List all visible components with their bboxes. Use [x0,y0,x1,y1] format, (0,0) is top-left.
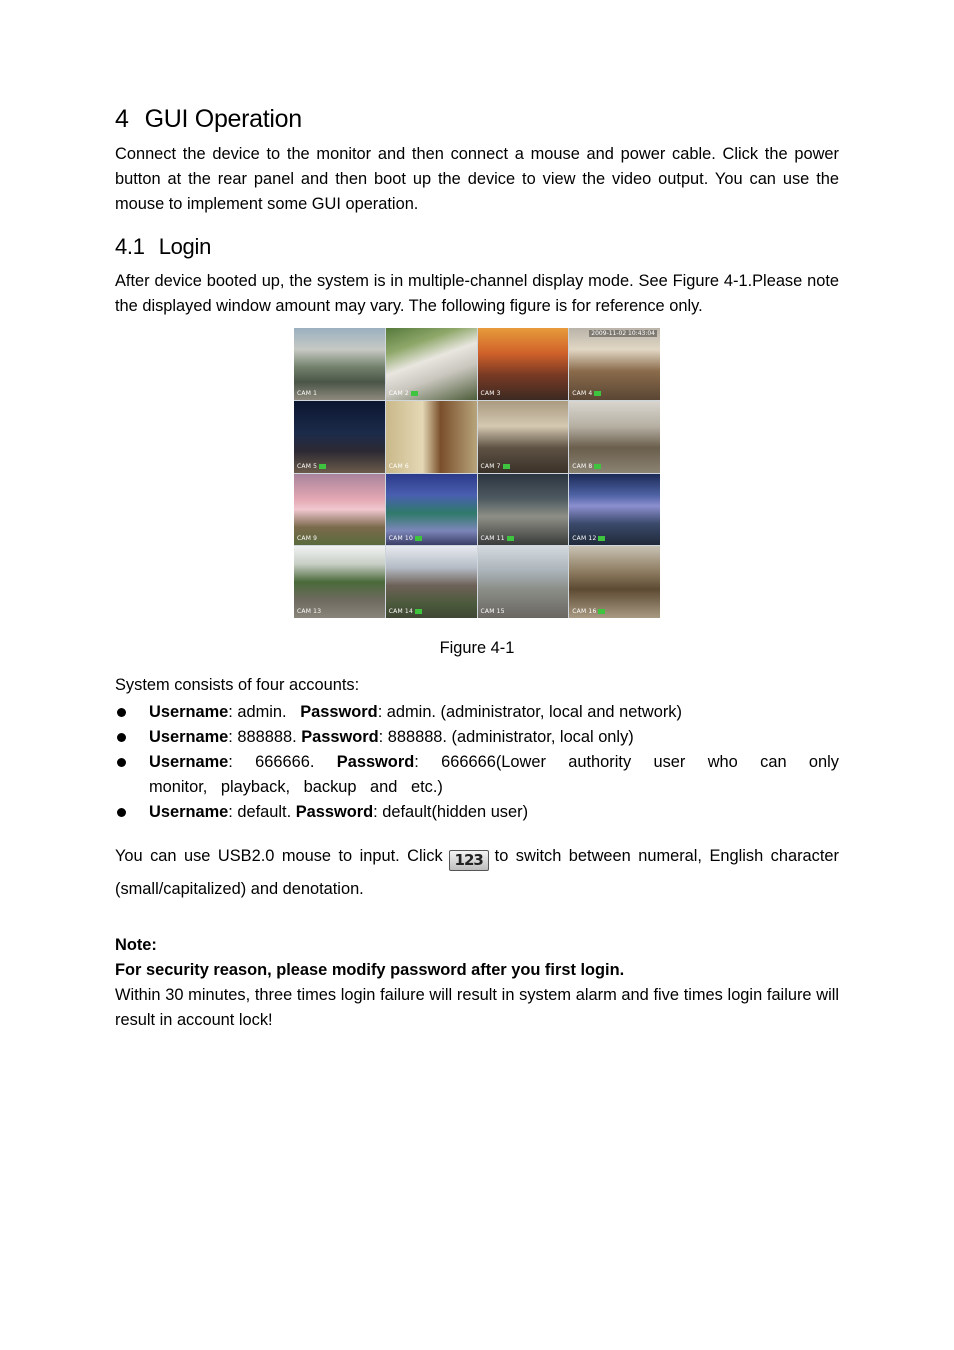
note-warning: For security reason, please modify password after you first login. [115,961,625,979]
record-indicator-icon [507,536,514,541]
record-indicator-icon [415,609,422,614]
chapter-heading [115,104,839,134]
account-item: Username: default. Password: default(hidden user) [115,800,839,825]
record-indicator-icon [319,464,326,469]
camera-view-12 [569,474,660,546]
camera-label: CAM 14 [389,608,422,615]
section-number: 4.1 [115,234,145,259]
camera-label: CAM 13 [297,608,322,615]
camera-label: CAM 15 [480,608,505,615]
section-title: Login [158,234,212,259]
chapter-number: 4 [115,105,129,133]
bullet-icon [117,708,126,717]
timestamp-overlay: 2009-11-02 10:43:04 [591,330,655,337]
numeral-switch-icon: 123 [449,850,489,871]
camera-label: CAM 6 [388,462,409,470]
camera-view-13 [294,546,385,618]
camera-label: CAM 2 [389,390,418,397]
camera-view-1 [294,328,385,400]
bullet-icon [117,758,126,767]
camera-view-15 [478,546,569,618]
camera-label: CAM 7 [481,463,510,470]
camera-view-11 [478,474,569,546]
record-indicator-icon [598,536,605,541]
camera-label: CAM 5 [297,463,326,470]
camera-label: CAM 1 [297,389,318,397]
intro-paragraph: Connect the device to the monitor and then connect a mouse and power cable. Click the power button at the rear panel and then boot up the device to view the video output. You can use the mouse to implement some GUI operation. [115,145,839,213]
camera-view-9 [294,474,385,546]
camera-label: CAM 16 [572,608,605,615]
camera-view-10 [386,474,477,546]
usb-input-paragraph: You can use USB2.0 mouse to input. Click 123 to switch between numeral, English character (small/capitalized) and denotation. [115,847,839,898]
figure-4-1 [115,328,839,618]
chapter-title: GUI Operation [144,105,302,133]
camera-view-14 [386,546,477,618]
camera-label: CAM 3 [480,389,501,397]
account-item: Username: 666666. Password: 666666(Lower authority user who can only monitor, playback, backup and etc.) [115,750,839,800]
camera-view-3 [478,328,569,400]
camera-view-5 [294,401,385,473]
section-heading [115,233,839,261]
record-indicator-icon [415,536,422,541]
camera-view-4 [569,328,660,400]
bullet-icon [117,733,126,742]
camera-grid [294,328,660,618]
figure-caption: Figure 4-1 [439,639,515,657]
page-content [115,104,839,1033]
record-indicator-icon [411,391,418,396]
note-text: Within 30 minutes, three times login failure will result in system alarm and five times login failure will result in account lock! [115,986,839,1029]
accounts-intro: System consists of four accounts: [115,676,360,694]
camera-label: CAM 9 [297,535,318,543]
camera-label: CAM 8 [572,463,601,470]
login-paragraph: After device booted up, the system is in multiple-channel display mode. See Figure 4-1.Please note the displayed window amount may vary. The following figure is for reference only. [115,272,839,315]
record-indicator-icon [594,391,601,396]
camera-view-8 [569,401,660,473]
camera-view-16 [569,546,660,618]
camera-view-2 [386,328,477,400]
camera-view-6 [386,401,477,473]
record-indicator-icon [598,609,605,614]
bullet-icon [117,808,126,817]
record-indicator-icon [594,464,601,469]
camera-view-7 [478,401,569,473]
note-title: Note: [115,936,157,954]
camera-label: CAM 10 [389,535,422,542]
account-item: Username: 888888. Password: 888888. (administrator, local only) [115,725,839,750]
account-item: Username: admin. Password: admin. (administrator, local and network) [115,700,839,725]
camera-label: CAM 11 [481,535,514,542]
accounts-list [115,700,839,825]
camera-label: CAM 12 [572,535,605,542]
camera-label: CAM 4 [572,390,601,397]
record-indicator-icon [503,464,510,469]
